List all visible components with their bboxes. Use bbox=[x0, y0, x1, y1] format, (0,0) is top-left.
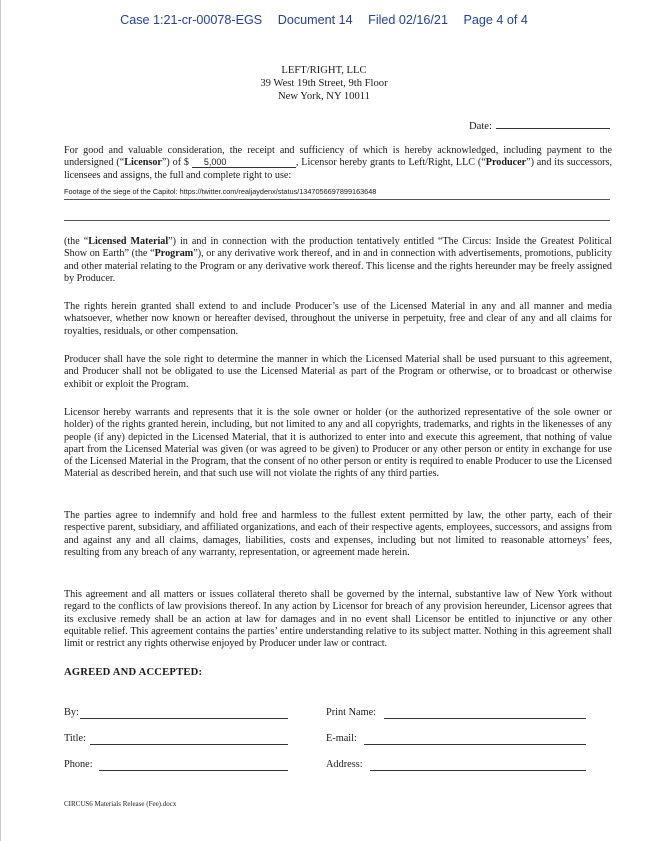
grant-text-3: , Licensor hereby grants to Left/Right, LLC (“ bbox=[295, 157, 486, 169]
page-number: Page 4 of 4 bbox=[463, 13, 528, 27]
date-field[interactable] bbox=[496, 118, 610, 129]
case-header bbox=[0, 13, 648, 27]
governing-law-paragraph: This agreement and all matters or issues collateral thereto shall be governed by the internal, substantive law of New York without regard to the conflicts of law provisions thereof. In any action by Licensor for breach of any provision hereunder, Licensor agrees that its exclusive remedy shall be an action at law for damages and in no event shall Licensor be entitled to injunctive or any other equitable relief. This agreement contains the parties’ entire understanding relative to its subject matter. Nothing in this agreement shall limit or restrict any rights otherwise enjoyed by Producer under law or contract. bbox=[64, 589, 612, 650]
rights-paragraph: The rights herein granted shall extend to and include Producer’s use of the Licensed Material in any and all manner and media whatsoever, whether now known or hereafter devised, throughout the universe in perpetuity, free and clear of any and all claims for royalties, residuals, or other compensation. bbox=[64, 301, 612, 337]
letterhead bbox=[0, 64, 648, 104]
address-field[interactable] bbox=[370, 770, 586, 771]
page-edge bbox=[0, 0, 1, 841]
print-name-label: Print Name: bbox=[326, 707, 377, 718]
company-name: LEFT/RIGHT, LLC bbox=[281, 65, 367, 76]
title-field[interactable] bbox=[90, 744, 288, 745]
company-city: New York, NY 10011 bbox=[278, 91, 370, 103]
licensed-material-entry[interactable]: Footage of the siege of the Capitol: https://twitter.com/realjaydenx/status/1347056697899163648 bbox=[64, 187, 377, 196]
sole-right-paragraph: Producer shall have the sole right to determine the manner in which the Licensed Material shall be used pursuant to this agreement, and Producer shall not be obligated to use the Licensed Material as part of the Program or otherwise, or to broadcast or otherwise exhibit or exploit the Program. bbox=[64, 354, 612, 390]
licensed-material-term: Licensed Material bbox=[88, 236, 169, 247]
licensed-text-3: ”), or any derivative work thereof, and in and in connection with advertisements, promotions, publicity and other material relating to the Program or any derivative work thereof. This license and the rights hereunder may be freely assigned by Producer. bbox=[64, 248, 612, 284]
licensed-text-2: ”) in and in connection with the production tentatively entitled “The Circus: Inside the Greatest Political Show on Earth” (the “ bbox=[64, 236, 612, 260]
grant-text-2: ”) of $ bbox=[161, 157, 192, 169]
title-label: Title: bbox=[64, 733, 86, 744]
email-field[interactable] bbox=[364, 744, 586, 745]
date-label: Date: bbox=[469, 121, 492, 132]
licensed-material-paragraph bbox=[64, 236, 612, 285]
grant-paragraph bbox=[64, 145, 612, 182]
grant-text-1: For good and valuable consideration, the receipt and sufficiency of which is hereby acknowledged, including payment to the undersigned (“ bbox=[64, 145, 612, 169]
phone-label: Phone: bbox=[64, 759, 93, 770]
print-name-field[interactable] bbox=[384, 718, 586, 719]
phone-field[interactable] bbox=[99, 770, 288, 771]
indemnify-paragraph: The parties agree to indemnify and hold free and harmless to the fullest extent permitted by law, the other party, each of their respective parent, subsidiary, and affiliated organizations, and each of their respective agents, employees, successors, and assigns from and against any and all claims, damages, liabilities, costs and expenses, including but not limited to reasonable attorneys’ fees, resulting from any breach of any warranty, representation, or agreement made herein. bbox=[64, 510, 612, 558]
email-label: E-mail: bbox=[326, 733, 357, 744]
by-label: By: bbox=[64, 707, 79, 718]
program-term: Program bbox=[154, 248, 194, 260]
by-field[interactable] bbox=[80, 718, 288, 719]
amount-field[interactable]: 5,000 bbox=[192, 157, 296, 168]
warranty-paragraph: Licensor hereby warrants and represents that it is the sole owner or holder (or the authorized representative of the sole owner or holder) of the rights granted herein, including, but not limited to any and all copyrights, trademarks, and rights in the likenesses of any people (if any) depicted in the Licensed Material, that it is authorized to enter into and execute this agreement, that nothing of value apart from the Licensed Material was given (or was agreed to be given) to Producer or any other person or entity in exchange for use of the Licensed Material in the Program, that the consent of no other person or entity is required to enable Producer to use the Licensed Material as described herein, and that such use will not violate the rights of any third parties. bbox=[64, 407, 612, 480]
producer-term: Producer bbox=[485, 157, 527, 169]
licensed-text-1: (the “ bbox=[64, 236, 89, 247]
document-number: Document 14 bbox=[277, 13, 353, 27]
licensor-term: Licensor bbox=[124, 157, 162, 169]
grant-text-4: ”) and its successors, licensees and assigns, the full and complete right to use: bbox=[64, 157, 612, 181]
case-number: Case 1:21-cr-00078-EGS bbox=[120, 13, 263, 27]
address-label: Address: bbox=[326, 759, 363, 770]
company-street: 39 West 19th Street, 9th Floor bbox=[260, 78, 388, 90]
filed-date: Filed 02/16/21 bbox=[368, 13, 448, 27]
agreed-heading: AGREED AND ACCEPTED: bbox=[64, 667, 203, 678]
date-row bbox=[469, 118, 610, 132]
footer-filename: CIRCUS6 Materials Release (Fee).docx bbox=[64, 800, 177, 808]
material-line-1 bbox=[64, 199, 610, 200]
material-line-2 bbox=[64, 220, 610, 221]
